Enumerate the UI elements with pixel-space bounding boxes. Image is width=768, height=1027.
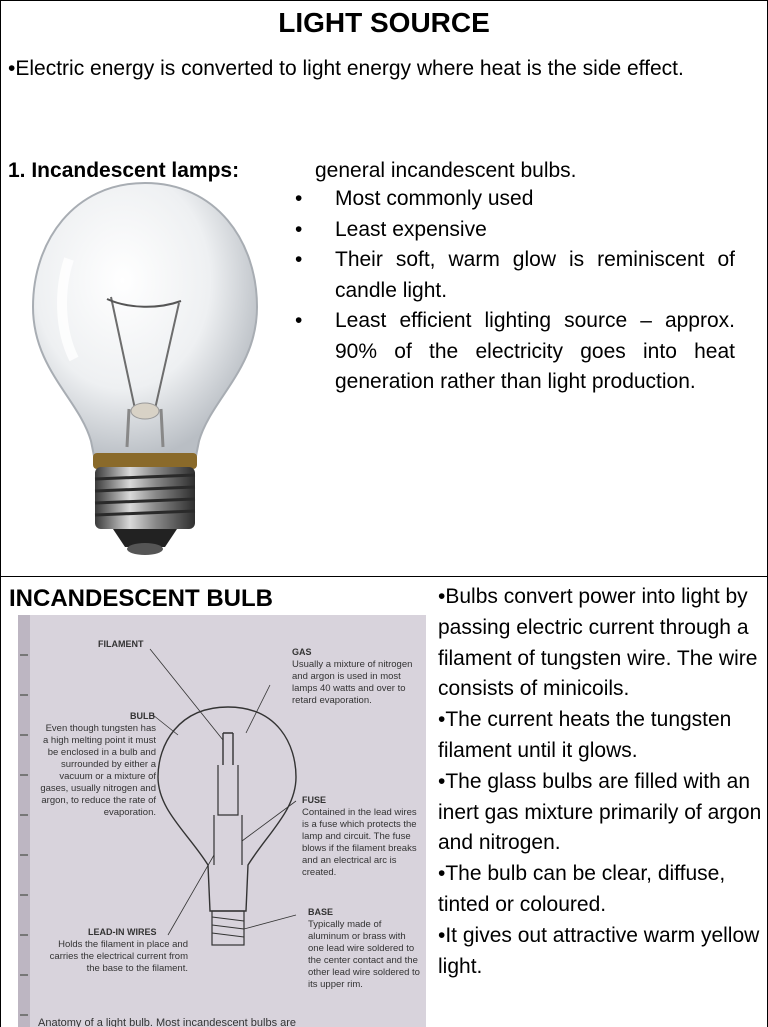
gas-description: Usually a mixture of nitrogen and argon is used in most lamps 40 watts and over to retard evaporation. <box>292 659 413 706</box>
paragraph: •The current heats the tungsten filament until it glows. <box>438 708 732 762</box>
bulb-explanation <box>438 582 764 982</box>
bullet-item: • Their soft, warm glow is reminiscent of candle light. <box>291 245 735 306</box>
diagram-caption: Anatomy of a light bulb. Most incandescent bulbs are <box>38 1017 297 1027</box>
section-subtitle: general incandescent bulbs. <box>315 159 577 182</box>
section-label: 1. Incandescent lamps: <box>8 159 240 182</box>
slide-title: LIGHT SOURCE <box>278 7 490 38</box>
paragraph: •The bulb can be clear, diffuse, tinted or coloured. <box>438 862 726 916</box>
bullet-item: • Least expensive <box>291 215 735 246</box>
paragraph: •It gives out attractive warm yellow light. <box>438 923 760 978</box>
bullet-list <box>291 184 735 398</box>
label-filament: FILAMENT <box>98 639 144 649</box>
lead-in-wires-description: Holds the filament in place and carries the electrical current from the base to the filament. <box>49 939 188 974</box>
paragraph: •The glass bulbs are filled with an inert gas mixture primarily of argon and nitrogen. <box>438 769 762 855</box>
paragraph: •Bulbs convert power into light by passing electric current through a filament of tungsten wire. The wire consists of minicoils. <box>438 585 758 701</box>
bullet-item: • Most commonly used <box>291 184 735 215</box>
slide-title: INCANDESCENT BULB <box>9 585 273 612</box>
label-base: BASE <box>308 907 334 917</box>
label-gas: GAS <box>292 647 312 657</box>
bulb-description: Even though tungsten has a high melting point it must be enclosed in a bulb and surrounded by either a vacuum or a mixture of gases, usually nitrogen and argon, to reduce the rate of evaporation. <box>40 723 156 818</box>
fuse-description: Contained in the lead wires is a fuse which protects the lamp and circuit. The fuse blows if the filament breaks and an electrical arc is created. <box>302 807 417 878</box>
bullet-item: • Least efficient lighting source – approx. 90% of the electricity goes into heat generation rather than light production. <box>291 306 735 398</box>
slide-incandescent-bulb <box>0 576 768 1027</box>
light-bulb-photo <box>29 179 261 559</box>
bulb-anatomy-diagram <box>18 615 426 1027</box>
label-fuse: FUSE <box>302 795 327 805</box>
base-description: Typically made of aluminum or brass with one lead wire soldered to the center contact and the other lead wire soldered to its upper rim. <box>308 919 420 990</box>
label-bulb: BULB <box>130 711 155 721</box>
label-lead-in-wires: LEAD-IN WIRES <box>88 927 157 937</box>
intro-text: •Electric energy is converted to light energy where heat is the side effect. <box>8 57 684 80</box>
